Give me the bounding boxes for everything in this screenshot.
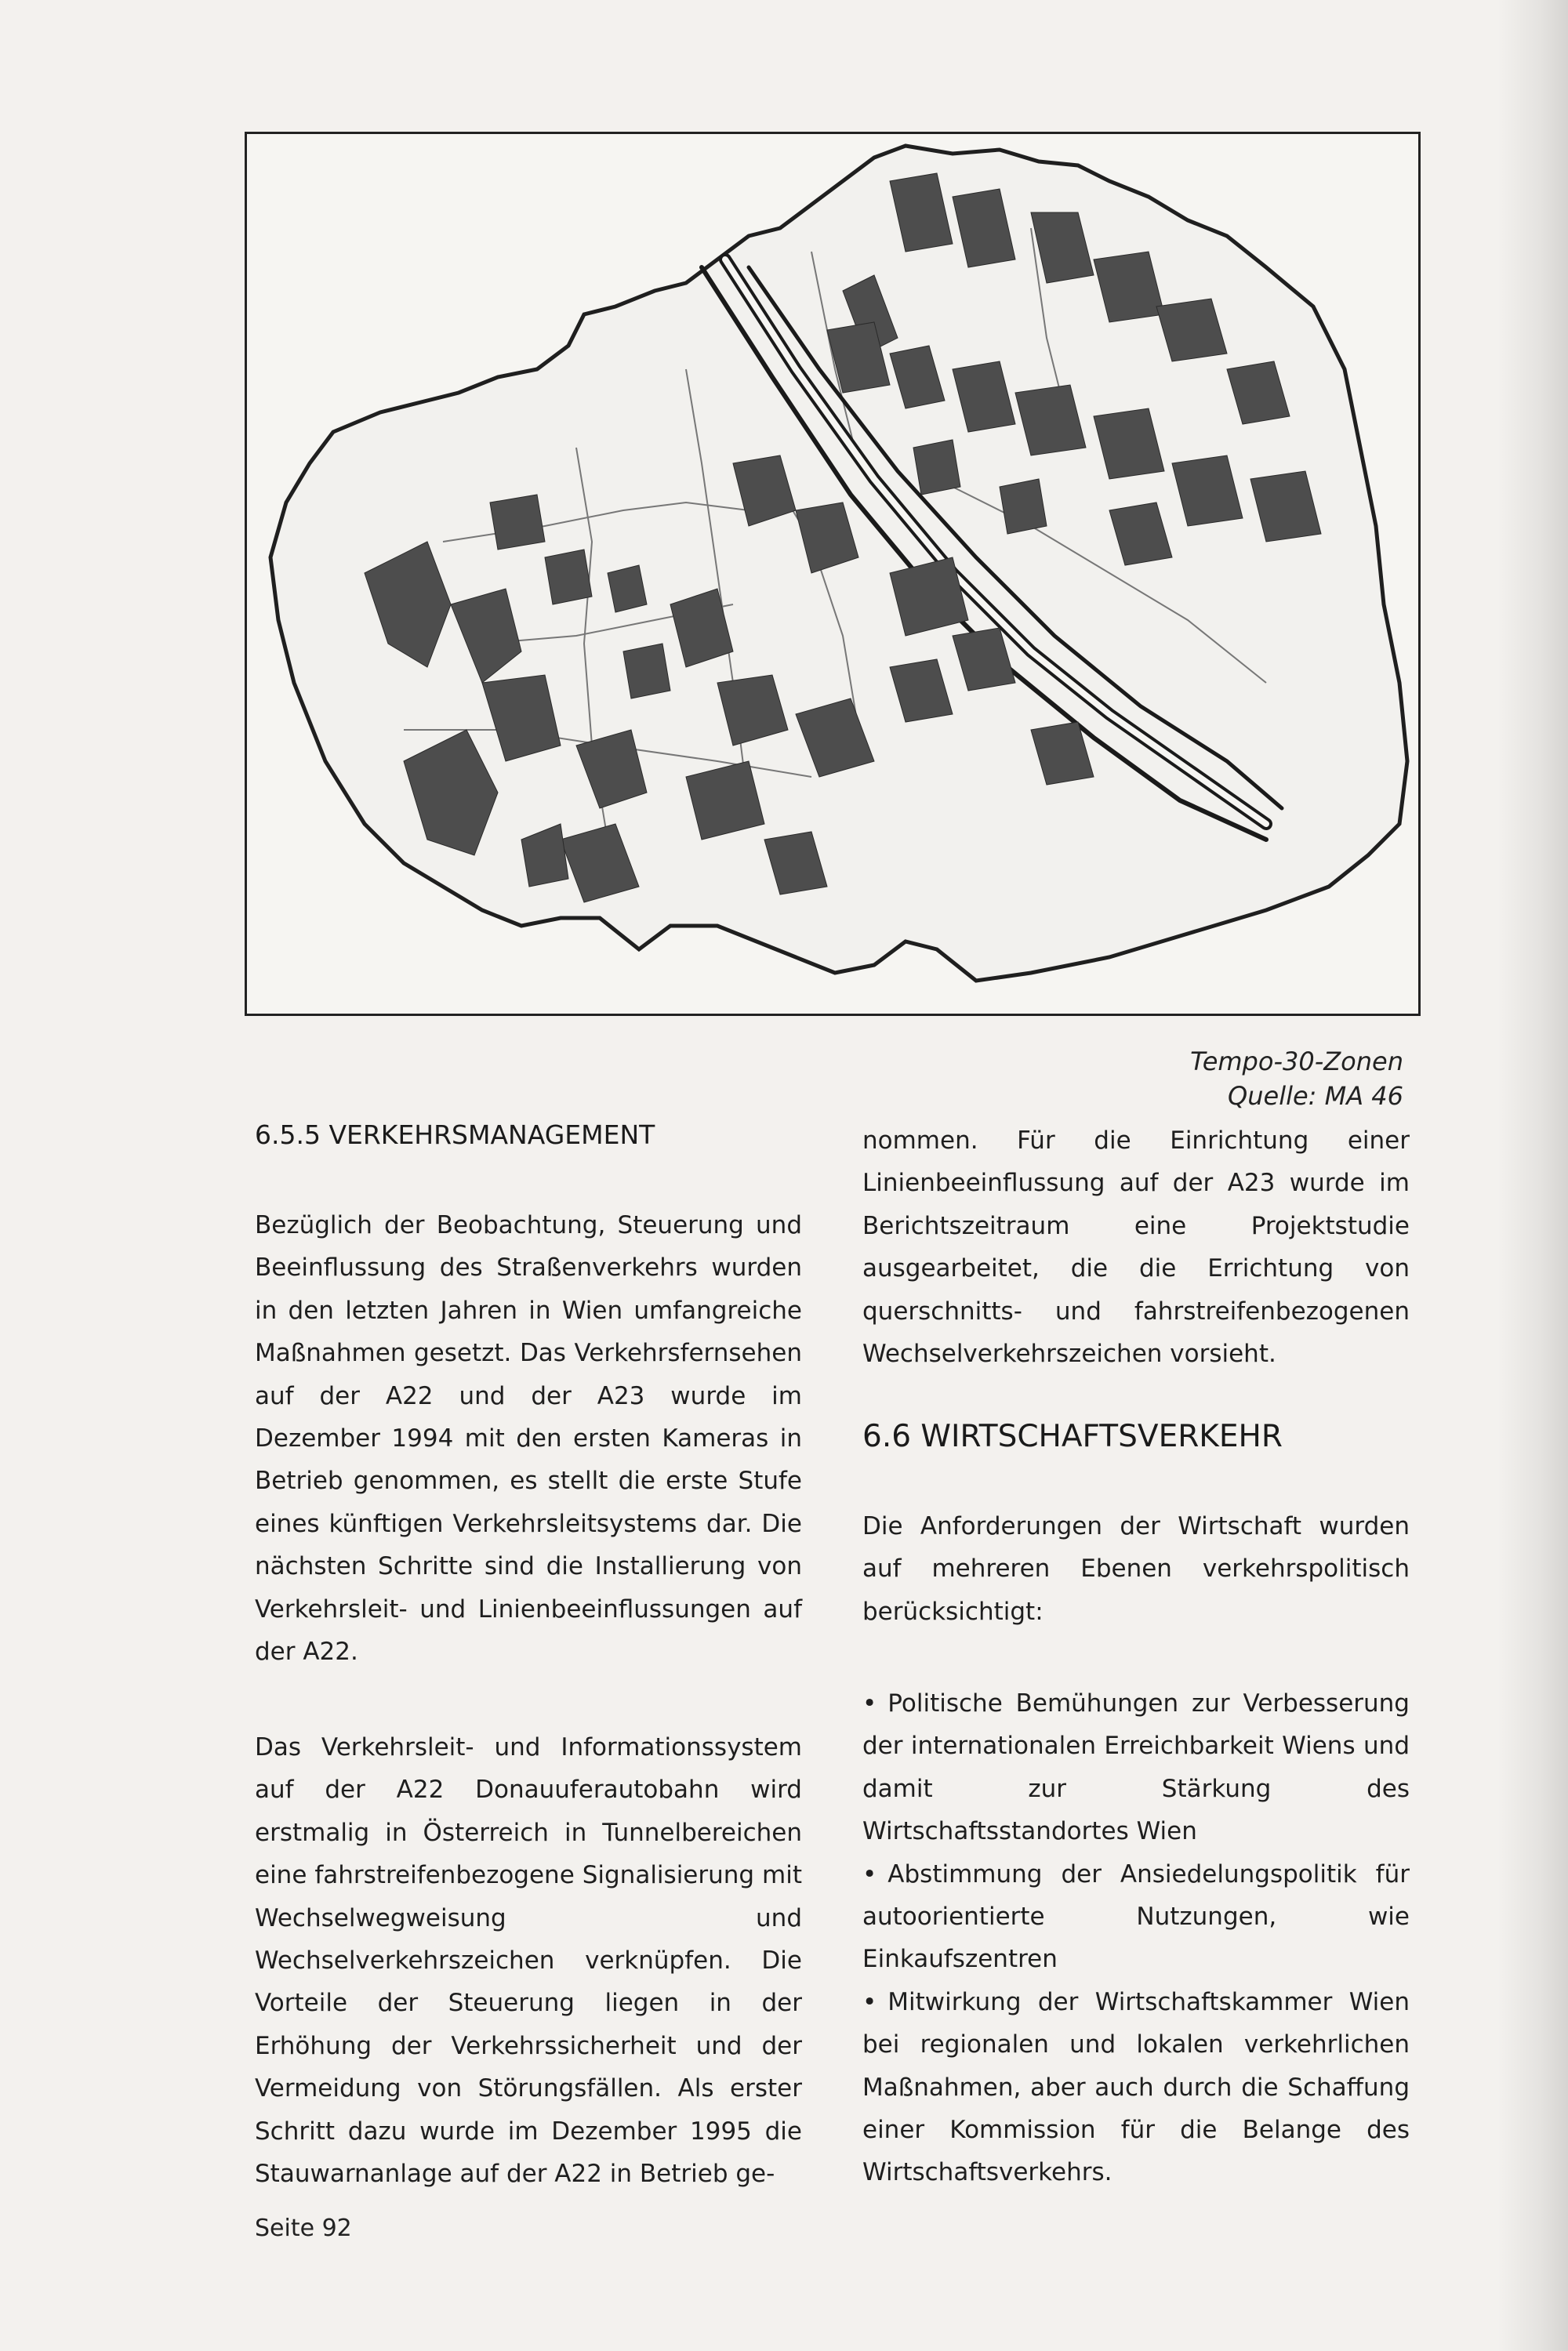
- page-edge-shadow: [1497, 0, 1568, 2351]
- paragraph-wirtschaft-anforderungen: Die Anforderungen der Wirtschaft wurden auf mehreren Ebenen verkehrspolitisch berücksichtigt:: [862, 1512, 1410, 1626]
- page-number: Seite 92: [255, 2215, 352, 2242]
- list-item-text: Politische Bemühungen zur Verbesserung der internationalen Erreichbarkeit Wiens und damit zur Stärkung des Wirtschaftsstandortes Wien: [862, 1689, 1410, 1846]
- figure-caption: [1190, 1044, 1403, 1113]
- list-item: [862, 1682, 1410, 1853]
- caption-source: Quelle: MA 46: [1228, 1081, 1403, 1111]
- vienna-district-map: [247, 134, 1418, 1014]
- wirtschaft-bullet-list: [862, 1682, 1410, 2194]
- bullet-icon: •: [862, 1859, 877, 1888]
- tempo-30-map: [245, 132, 1421, 1016]
- paragraph-verkehrsmanagement-2: Das Verkehrsleit- und Informationssystem auf der A22 Donauuferautobahn wird erstmalig in Österreich in Tunnelbereichen eine fahrstreifenbezogene Signalisierung mit Wechselwegweisung und Wechselverkehrszeichen verknüpfen. Die Vorteile der Steuerung liegen in der Erhöhung der Verkehrssicherheit und der Vermeidung von Störungsfällen. Als erster Schritt dazu wurde im Dezember 1995 die Stauwarnanlage auf der A22 in Betrieb ge-: [255, 1733, 802, 2189]
- section-heading-verkehrsmanagement: 6.5.5 VERKEHRSMANAGEMENT: [255, 1119, 655, 1150]
- list-item: [862, 1853, 1410, 1981]
- list-item: [862, 1981, 1410, 2194]
- caption-title: Tempo-30-Zonen: [1190, 1047, 1403, 1076]
- list-item-text: Abstimmung der Ansiedelungspolitik für autoorientierte Nutzungen, wie Einkaufszentren: [862, 1859, 1410, 1974]
- paragraph-verkehrsmanagement-1: Bezüglich der Beobachtung, Steuerung und Beeinflussung des Straßenverkehrs wurden in den letzten Jahren in Wien umfangreiche Maßnahmen gesetzt. Das Verkehrsfernsehen auf der A22 und der A23 wurde im Dezember 1994 mit den ersten Kameras in Betrieb genommen, es stellt die erste Stufe eines künftigen Verkehrsleitsystems dar. Die nächsten Schritte sind die Installierung von Verkehrsleit- und Linienbeeinflussungen auf der A22.: [255, 1211, 802, 1667]
- section-heading-wirtschaftsverkehr: 6.6 WIRTSCHAFTSVERKEHR: [862, 1419, 1283, 1454]
- list-item-text: Mitwirkung der Wirtschaftskammer Wien bei regionalen und lokalen verkehrlichen Maßnahmen, aber auch durch die Schaffung einer Kommission für die Belange des Wirtschaftsverkehrs.: [862, 1987, 1410, 2187]
- bullet-icon: •: [862, 1689, 877, 1718]
- bullet-icon: •: [862, 1987, 877, 2016]
- paragraph-linienbeeinflussung: nommen. Für die Einrichtung einer Linienbeeinflussung auf der A23 wurde im Berichtszeitraum eine Projektstudie ausgearbeitet, die die Errichtung von querschnitts- und fahrstreifenbezogenen Wechselverkehrszeichen vorsieht.: [862, 1127, 1410, 1369]
